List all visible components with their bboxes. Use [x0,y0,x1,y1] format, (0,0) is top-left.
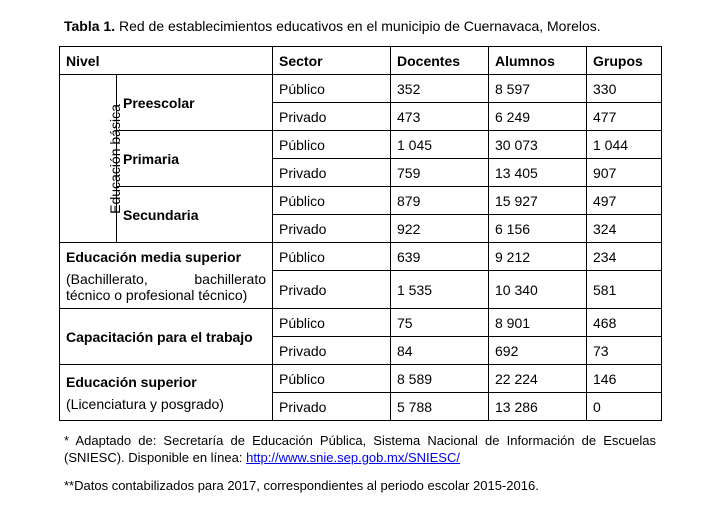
source-link[interactable]: http://www.snie.sep.gob.mx/SNIESC/ [246,450,460,465]
cell-grupos: 0 [587,393,662,421]
cell-alumnos: 692 [489,337,587,365]
cell-docentes: 759 [391,159,489,187]
footnote-data: **Datos contabilizados para 2017, correspondientes al periodo escolar 2015-2016. [64,478,539,493]
level-superior [60,365,273,421]
header-docentes: Docentes [391,47,489,75]
cell-sector: Público [273,243,391,271]
cell-sector: Público [273,187,391,215]
header-row [60,47,662,75]
header-grupos: Grupos [587,47,662,75]
caption-text: Red de establecimientos educativos en el municipio de Cuernavaca, Morelos. [118,18,601,34]
cell-grupos: 330 [587,75,662,103]
cell-grupos: 581 [587,271,662,309]
level-media-sub-2: técnico o profesional técnico) [66,286,248,303]
header-sector: Sector [273,47,391,75]
cell-alumnos: 6 156 [489,215,587,243]
table-row [60,243,662,271]
cell-docentes: 8 589 [391,365,489,393]
cell-grupos: 73 [587,337,662,365]
level-superior-sub: (Licenciatura y posgrado) [66,395,224,412]
cell-grupos: 146 [587,365,662,393]
footnote-source [64,432,656,466]
level-capacitacion: Capacitación para el trabajo [60,309,273,365]
footnote-source-text: * Adaptado de: Secretaría de Educación Pública, Sistema Nacional de Información de Escuelas (SNIESC). Disponible en línea: [64,433,656,465]
table-row [60,131,662,159]
cell-grupos: 477 [587,103,662,131]
cell-sector: Privado [273,215,391,243]
level-media-label: Educación media superior [66,248,242,265]
level-secundaria: Secundaria [117,187,273,243]
cell-grupos: 234 [587,243,662,271]
level-media-sub-1: (Bachillerato, bachillerato [66,270,266,287]
cell-docentes: 1 535 [391,271,489,309]
cell-sector: Privado [273,337,391,365]
cell-grupos: 907 [587,159,662,187]
table-row [60,365,662,393]
cell-docentes: 1 045 [391,131,489,159]
cell-grupos: 497 [587,187,662,215]
level-superior-label: Educación superior [66,373,197,390]
cell-docentes: 922 [391,215,489,243]
header-alumnos: Alumnos [489,47,587,75]
cell-alumnos: 8 901 [489,309,587,337]
cell-grupos: 1 044 [587,131,662,159]
establishments-table [59,46,662,421]
cell-docentes: 352 [391,75,489,103]
cell-grupos: 324 [587,215,662,243]
caption-label: Tabla 1. [64,18,116,34]
level-primaria: Primaria [117,131,273,187]
cell-docentes: 473 [391,103,489,131]
cell-alumnos: 13 286 [489,393,587,421]
cell-docentes: 5 788 [391,393,489,421]
cell-grupos: 468 [587,309,662,337]
cell-alumnos: 8 597 [489,75,587,103]
cell-docentes: 84 [391,337,489,365]
cell-sector: Privado [273,103,391,131]
cell-sector: Público [273,365,391,393]
cell-alumnos: 6 249 [489,103,587,131]
level-preescolar: Preescolar [117,75,273,131]
table-caption [64,18,601,34]
cell-docentes: 639 [391,243,489,271]
cell-alumnos: 9 212 [489,243,587,271]
cell-sector: Privado [273,271,391,309]
group-basica [60,75,123,243]
cell-alumnos: 30 073 [489,131,587,159]
cell-sector: Privado [273,159,391,187]
cell-docentes: 75 [391,309,489,337]
table-row [60,187,662,215]
cell-sector: Público [273,131,391,159]
cell-alumnos: 10 340 [489,271,587,309]
cell-alumnos: 13 405 [489,159,587,187]
cell-sector: Privado [273,393,391,421]
cell-alumnos: 15 927 [489,187,587,215]
cell-sector: Público [273,75,391,103]
table-row [60,309,662,337]
cell-alumnos: 22 224 [489,365,587,393]
header-nivel: Nivel [60,47,273,75]
table-row [60,75,662,103]
cell-docentes: 879 [391,187,489,215]
cell-sector: Público [273,309,391,337]
level-media-superior [60,243,273,309]
group-basica-label: Educación básica [106,103,123,214]
